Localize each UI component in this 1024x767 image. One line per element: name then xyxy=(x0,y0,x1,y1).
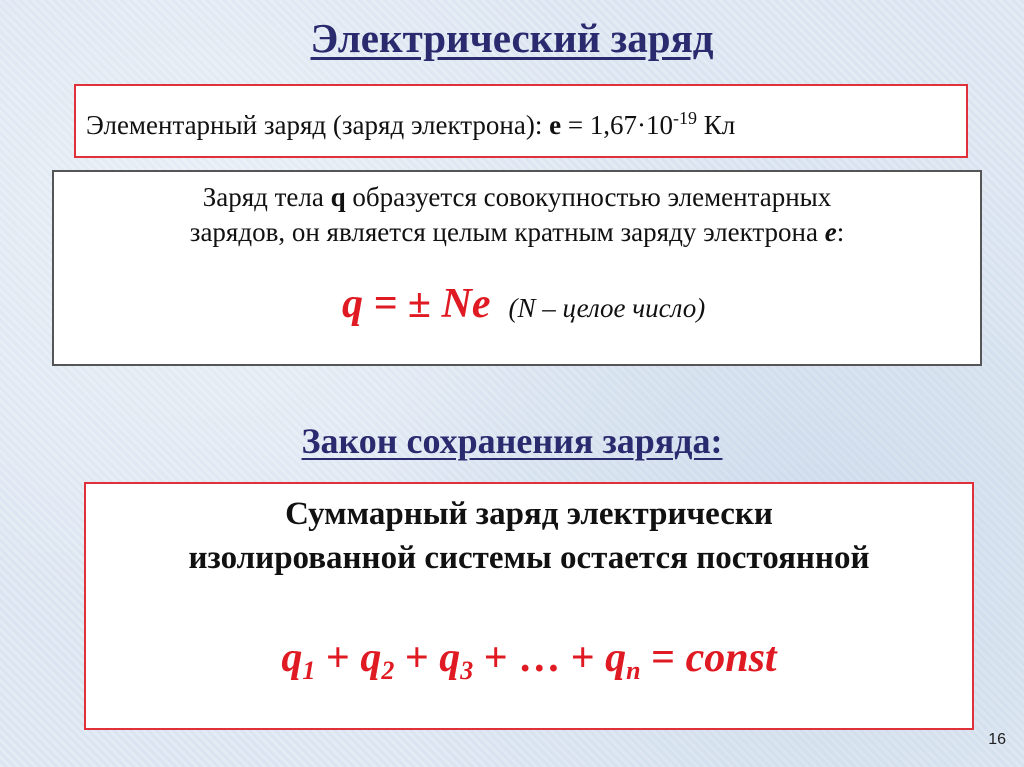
body-charge-colon: : xyxy=(836,217,845,247)
formula-sub2: 2 xyxy=(381,656,395,685)
formula-sub3: 3 xyxy=(460,656,474,685)
formula-plus1: + xyxy=(315,635,361,681)
elementary-charge-box xyxy=(74,84,968,158)
page-number: 16 xyxy=(988,731,1006,748)
formula-q2: q xyxy=(360,635,382,681)
formula-note: (N – целое число) xyxy=(508,293,706,323)
charge-unit: Кл xyxy=(697,110,736,140)
formula-ellipsis: + … + xyxy=(473,635,606,681)
body-charge-box xyxy=(52,170,982,366)
formula-equals: = xyxy=(640,635,686,681)
charge-symbol: е xyxy=(549,110,562,140)
body-charge-part3: зарядов, он является целым кратным заряду электрона xyxy=(189,217,825,247)
formula-expression: q = ± Ne xyxy=(342,281,491,327)
formula-qn: q xyxy=(605,635,627,681)
law-box xyxy=(84,482,974,730)
formula-const: const xyxy=(685,635,777,681)
formula-q1: q xyxy=(281,635,303,681)
elementary-charge-prefix: Элементарный заряд (заряд электрона): xyxy=(86,110,550,140)
body-charge-text xyxy=(54,180,980,250)
charge-value: = 1,67 xyxy=(561,110,638,140)
formula-q3: q xyxy=(439,635,461,681)
elementary-charge-text xyxy=(86,108,735,141)
law-line2: изолированной системы остается постоянной xyxy=(188,540,870,576)
law-line1: Суммарный заряд электрически xyxy=(285,496,773,532)
conservation-formula xyxy=(86,634,972,685)
charge-quantization-formula xyxy=(342,280,705,328)
formula-subn: n xyxy=(626,656,641,685)
law-title: Закон сохранения заряда: xyxy=(301,421,723,461)
formula-plus2: + xyxy=(394,635,440,681)
slide-title: Электрический заряд xyxy=(310,15,714,61)
body-charge-part1: Заряд тела xyxy=(202,182,331,212)
power-base: 10 xyxy=(646,110,674,140)
power-exponent: -19 xyxy=(673,108,698,128)
formula-sub1: 1 xyxy=(302,656,316,685)
body-charge-q: q xyxy=(330,182,346,212)
multiply-dot: · xyxy=(637,110,647,140)
law-text xyxy=(86,492,972,580)
body-charge-e: e xyxy=(824,217,837,247)
body-charge-part2: образуется совокупностью элементарных xyxy=(345,182,832,212)
